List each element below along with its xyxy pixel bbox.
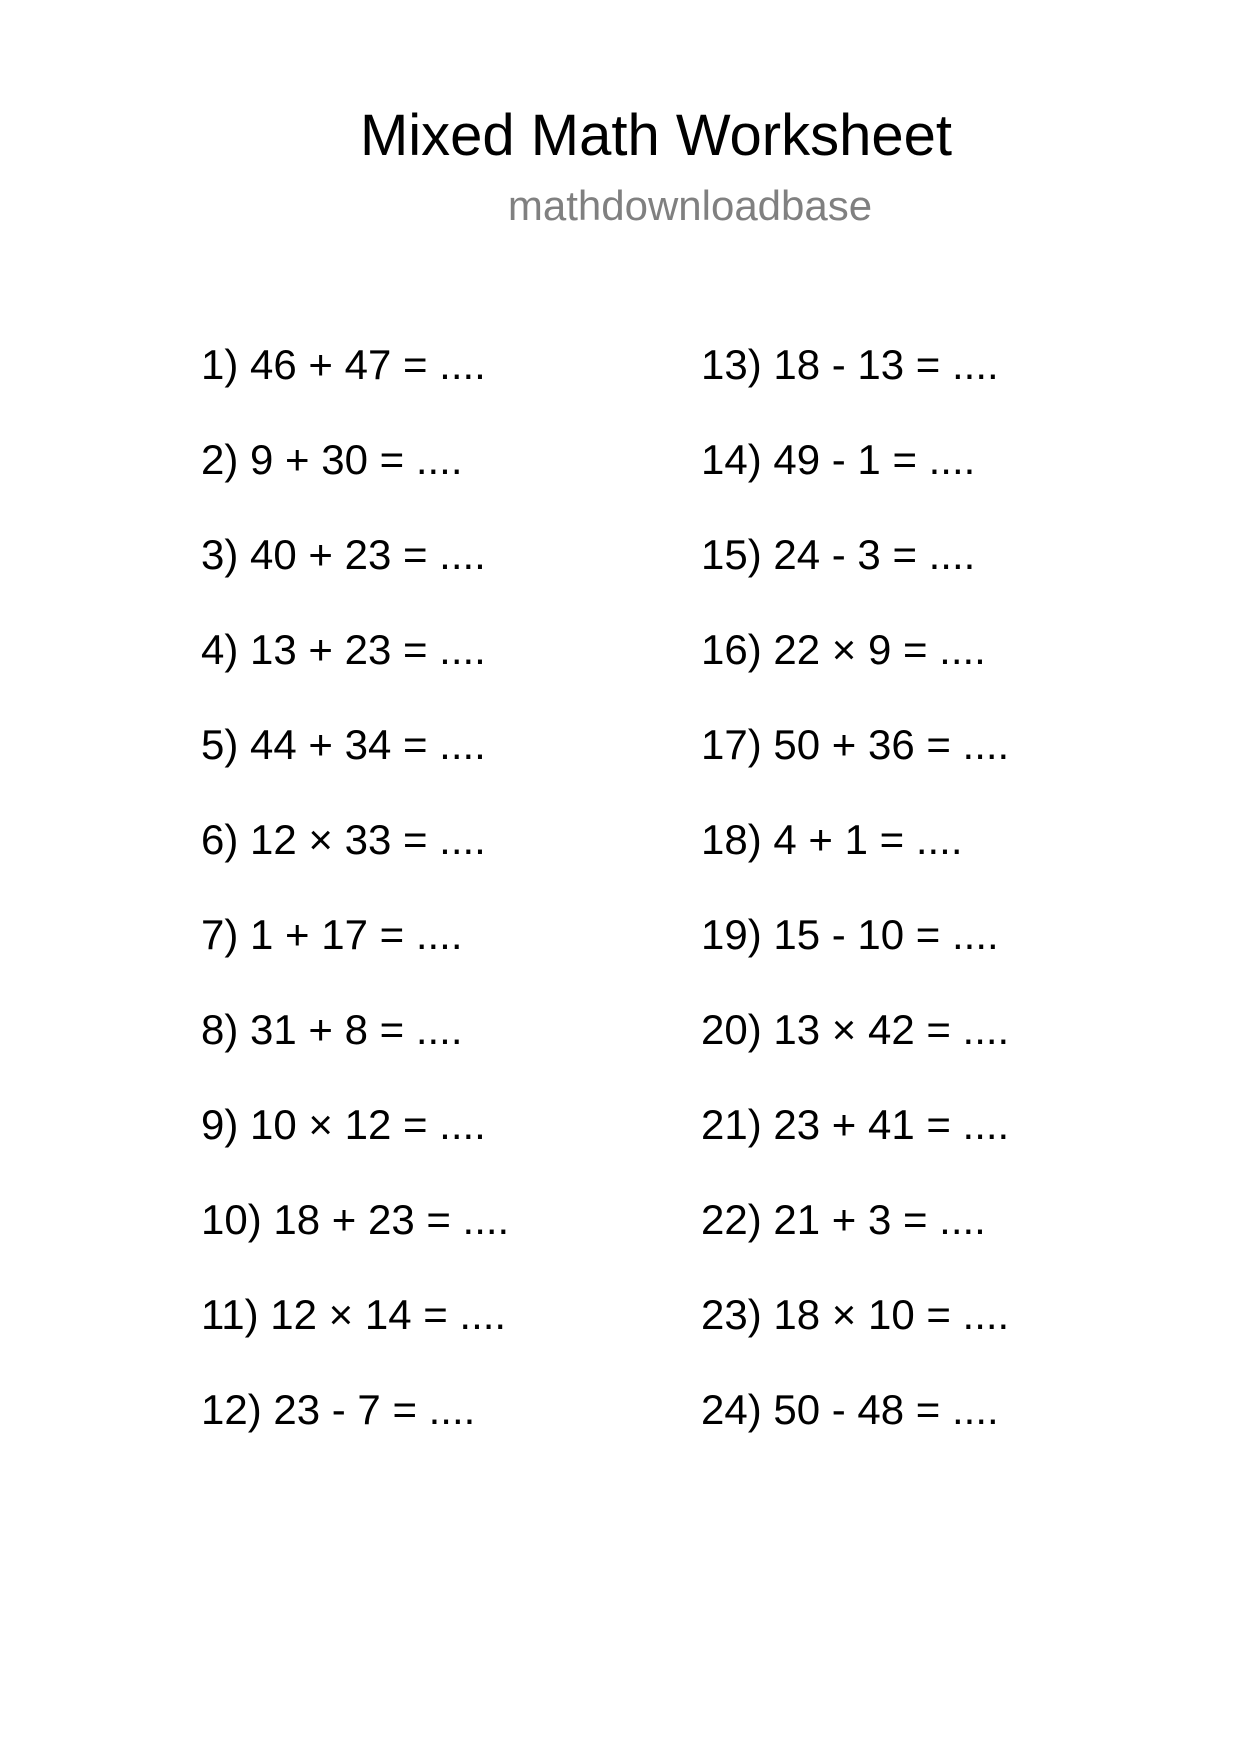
- problem-item: 18) 4 + 1 = ....: [701, 816, 963, 863]
- problem-item: 22) 21 + 3 = ....: [701, 1196, 986, 1243]
- problem-item: 23) 18 × 10 = ....: [701, 1291, 1010, 1338]
- problem-item: 17) 50 + 36 = ....: [701, 721, 1010, 768]
- problem-item: 20) 13 × 42 = ....: [701, 1006, 1010, 1053]
- problem-item: 19) 15 - 10 = ....: [701, 911, 999, 958]
- problem-item: 24) 50 - 48 = ....: [701, 1386, 999, 1433]
- problem-item: 3) 40 + 23 = ....: [201, 531, 486, 578]
- problem-item: 7) 1 + 17 = ....: [201, 911, 463, 958]
- problem-item: 4) 13 + 23 = ....: [201, 626, 486, 673]
- problem-item: 8) 31 + 8 = ....: [201, 1006, 463, 1053]
- page-subtitle: mathdownloadbase: [507, 182, 873, 229]
- problem-item: 12) 23 - 7 = ....: [201, 1386, 476, 1433]
- problem-item: 6) 12 × 33 = ....: [201, 816, 486, 863]
- problem-column-left: [201, 340, 509, 1480]
- problem-item: 1) 46 + 47 = ....: [201, 341, 486, 388]
- problem-item: 10) 18 + 23 = ....: [201, 1196, 510, 1243]
- problem-item: 21) 23 + 41 = ....: [701, 1101, 1010, 1148]
- page-title: Mixed Math Worksheet: [359, 103, 953, 168]
- problem-item: 16) 22 × 9 = ....: [701, 626, 986, 673]
- problem-item: 11) 12 × 14 = ....: [201, 1291, 507, 1338]
- problem-item: 15) 24 - 3 = ....: [701, 531, 976, 578]
- problem-item: 13) 18 - 13 = ....: [701, 341, 999, 388]
- problem-item: 9) 10 × 12 = ....: [201, 1101, 486, 1148]
- problem-item: 5) 44 + 34 = ....: [201, 721, 486, 768]
- problem-item: 2) 9 + 30 = ....: [201, 436, 463, 483]
- problem-column-right: [701, 340, 1009, 1480]
- problem-item: 14) 49 - 1 = ....: [701, 436, 976, 483]
